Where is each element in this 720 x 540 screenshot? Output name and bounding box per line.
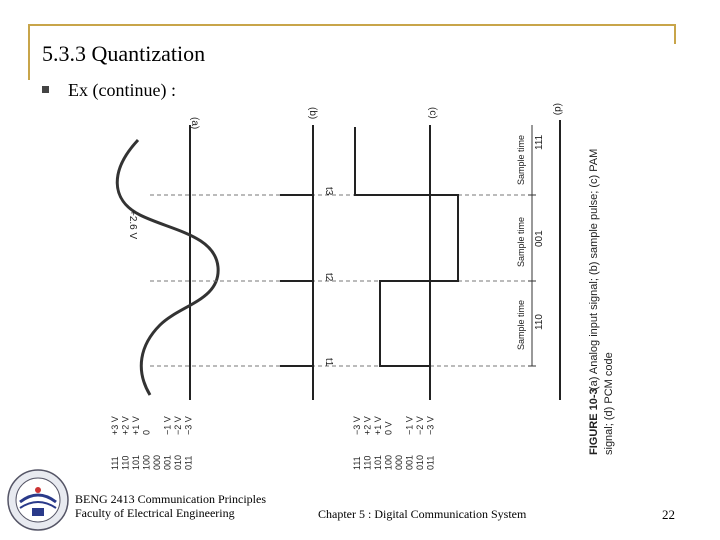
time-label-t3: t3 [323, 187, 334, 196]
axis-c-code-0: 111 [352, 456, 362, 470]
pam-signal [355, 127, 458, 366]
amplitude-label: +2.6 V [127, 210, 138, 240]
axis-c-code-6: 010 [415, 454, 425, 470]
axis-a-volt-7: −3 V [183, 416, 194, 435]
axis-a-code-1: 110 [120, 455, 131, 470]
axis-a-code-6: 010 [173, 454, 183, 470]
panel-label-b: (b) [307, 107, 318, 120]
pcm-code-2: 001 [534, 230, 545, 247]
axis-c-code-3: 100 [383, 454, 394, 470]
title-frame-top [28, 24, 676, 26]
figure-caption-bold: FIGURE 10-3 [588, 388, 600, 455]
title-frame-right [674, 24, 676, 44]
axis-a-volt-1: +2 V [120, 416, 131, 435]
axis-c-volt-7: −3 V [425, 416, 436, 435]
bullet-square-icon [42, 86, 49, 93]
figure-caption-line2: signal; (d) PCM code [603, 352, 615, 455]
axis-a-code-2: 101 [131, 454, 141, 470]
axis-a-volt-5: −1 V [162, 416, 173, 435]
figure-caption-line1: (a) Analog input signal; (b) sample pulse; (c) PAM [588, 148, 600, 390]
axis-a-code-7: 011 [183, 455, 194, 470]
time-label-t1: t1 [323, 358, 334, 367]
panel-label-c: (c) [427, 107, 438, 119]
slide-title: 5.3.3 Quantization [42, 41, 206, 66]
axis-c-code-5: 001 [404, 454, 415, 470]
university-seal-logo [6, 468, 70, 532]
axis-c-volt-0: −3 V [352, 416, 362, 435]
axis-c-code-1: 110 [362, 455, 373, 470]
axis-a-code-5: 001 [162, 454, 173, 470]
pcm-code-1: 111 [534, 134, 545, 150]
time-label-t2: t2 [323, 273, 334, 282]
axis-c-volt-5: −1 V [404, 416, 415, 435]
axis-c-volt-1: +2 V [362, 416, 373, 435]
panel-label-a: (a) [189, 117, 200, 130]
axis-a-code-3: 100 [141, 454, 152, 470]
title-frame-left [28, 24, 30, 80]
footer-chapter: Chapter 5 : Digital Communication System [318, 507, 527, 521]
axis-c-volt-6: −2 V [415, 416, 425, 435]
code-axis-a [110, 416, 194, 470]
axis-a-volt-3: 0 [141, 429, 152, 435]
axis-c-code-2: 101 [373, 454, 383, 470]
footer-course-name: BENG 2413 Communication Principles [75, 492, 266, 506]
axis-c-volt-3: 0 V [383, 421, 394, 435]
axis-c-code-7: 011 [425, 455, 436, 470]
panel-label-d: (d) [552, 103, 563, 116]
axis-c-volt-2: +1 V [373, 416, 383, 435]
axis-a-code-4: 000 [152, 454, 162, 470]
sample-time-label-2: Sample time [516, 216, 526, 267]
code-axis-c [352, 416, 436, 470]
page-number: 22 [662, 507, 675, 522]
pcm-figure [100, 95, 620, 475]
axis-a-volt-6: −2 V [173, 416, 183, 435]
axis-a-volt-2: +1 V [131, 416, 141, 435]
footer-faculty: Faculty of Electrical Engineering [75, 506, 235, 520]
axis-a-code-0: 111 [110, 456, 120, 470]
axis-c-code-4: 000 [394, 454, 404, 470]
bullet-text: Ex (continue) : [68, 80, 176, 100]
sample-time-label-1: Sample time [516, 134, 526, 185]
sample-time-label-3: Sample time [516, 299, 526, 350]
footer-course [75, 492, 266, 520]
axis-a-volt-0: +3 V [110, 416, 120, 435]
pcm-code-3: 110 [534, 314, 545, 330]
analog-sine-wave [117, 140, 218, 395]
